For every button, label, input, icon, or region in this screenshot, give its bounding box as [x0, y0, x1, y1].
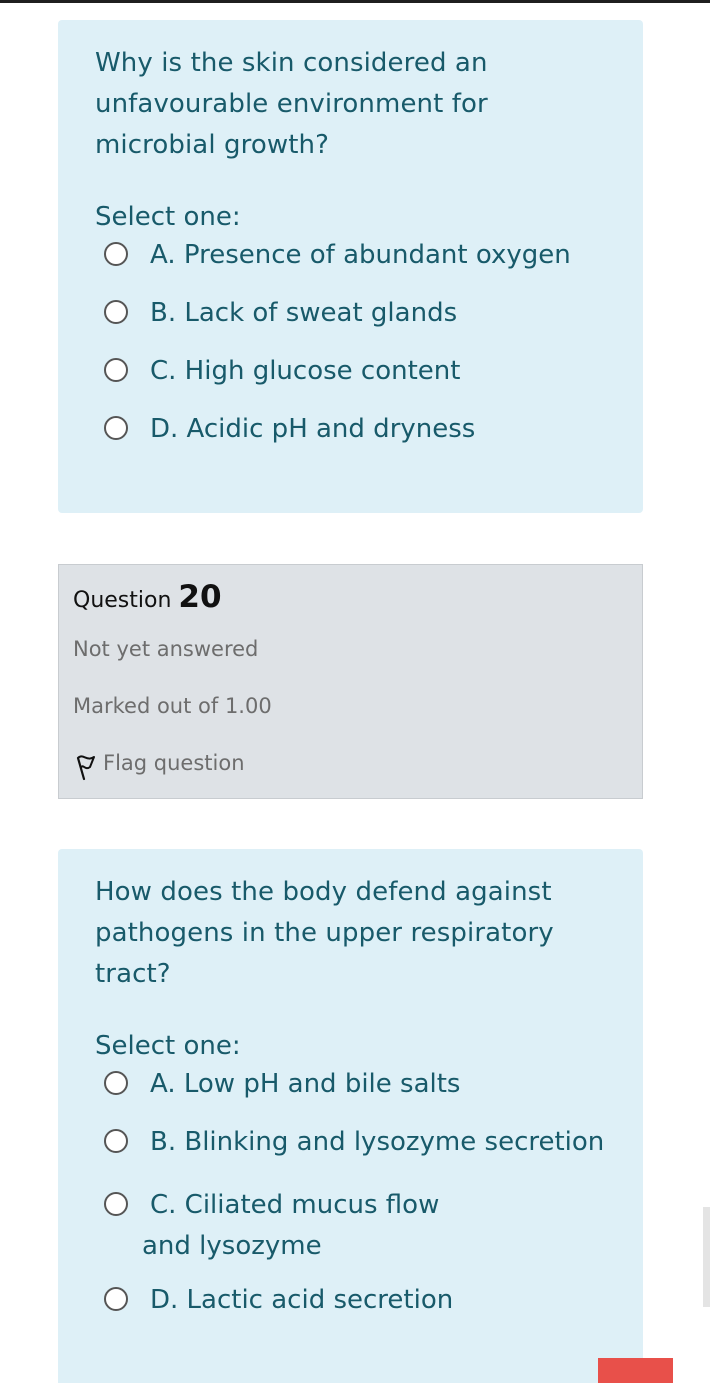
- answer-option-b[interactable]: [95, 1127, 613, 1157]
- radio-icon[interactable]: [104, 1071, 128, 1095]
- question-19-prompt: Select one:: [95, 202, 241, 232]
- answer-option-c[interactable]: [95, 356, 613, 386]
- answer-option-a[interactable]: [95, 1069, 613, 1099]
- question-19-content: [58, 20, 643, 513]
- scrollbar[interactable]: [703, 1207, 710, 1307]
- question-20-content: [58, 849, 643, 1383]
- answer-option-d[interactable]: [95, 414, 613, 444]
- radio-icon[interactable]: [104, 242, 128, 266]
- answer-label: A. Low pH and bile salts: [150, 1069, 461, 1099]
- flag-icon[interactable]: [75, 752, 97, 782]
- question-19-text: Why is the skin considered an unfavourable environment for microbial growth?: [95, 48, 488, 160]
- question-19-answers: [95, 240, 613, 444]
- radio-icon[interactable]: [104, 358, 128, 382]
- radio-icon[interactable]: [104, 416, 128, 440]
- radio-icon[interactable]: [104, 1192, 128, 1216]
- question-number-value: 20: [178, 579, 222, 615]
- answer-option-d[interactable]: [95, 1285, 613, 1315]
- answer-label: B. Lack of sweat glands: [150, 298, 458, 328]
- answer-label: D. Acidic pH and dryness: [150, 414, 476, 444]
- radio-icon[interactable]: [104, 1129, 128, 1153]
- answer-label: B. Blinking and lysozyme secretion: [150, 1127, 605, 1157]
- answer-option-c[interactable]: [95, 1185, 445, 1267]
- top-divider: [0, 0, 710, 3]
- question-20-prompt: Select one:: [95, 1031, 241, 1061]
- question-20-answers: [95, 1069, 613, 1315]
- question-20-text: How does the body defend against pathogens in the upper respiratory tract?: [95, 877, 554, 989]
- question-20-info: [58, 564, 643, 799]
- marks-info: Marked out of 1.00: [73, 694, 272, 718]
- answer-label: C. Ciliated mucus flow and lysozyme: [142, 1190, 440, 1261]
- red-action-button[interactable]: [598, 1358, 673, 1383]
- question-label: Question: [73, 588, 172, 613]
- answer-option-b[interactable]: [95, 298, 613, 328]
- question-number: [73, 579, 222, 615]
- answer-status: Not yet answered: [73, 637, 259, 661]
- answer-option-a[interactable]: [95, 240, 613, 270]
- answer-label: A. Presence of abundant oxygen: [150, 240, 571, 270]
- radio-icon[interactable]: [104, 1287, 128, 1311]
- flag-question-link[interactable]: Flag question: [103, 751, 245, 775]
- answer-label: C. High glucose content: [150, 356, 461, 386]
- radio-icon[interactable]: [104, 300, 128, 324]
- answer-label: D. Lactic acid secretion: [150, 1285, 454, 1315]
